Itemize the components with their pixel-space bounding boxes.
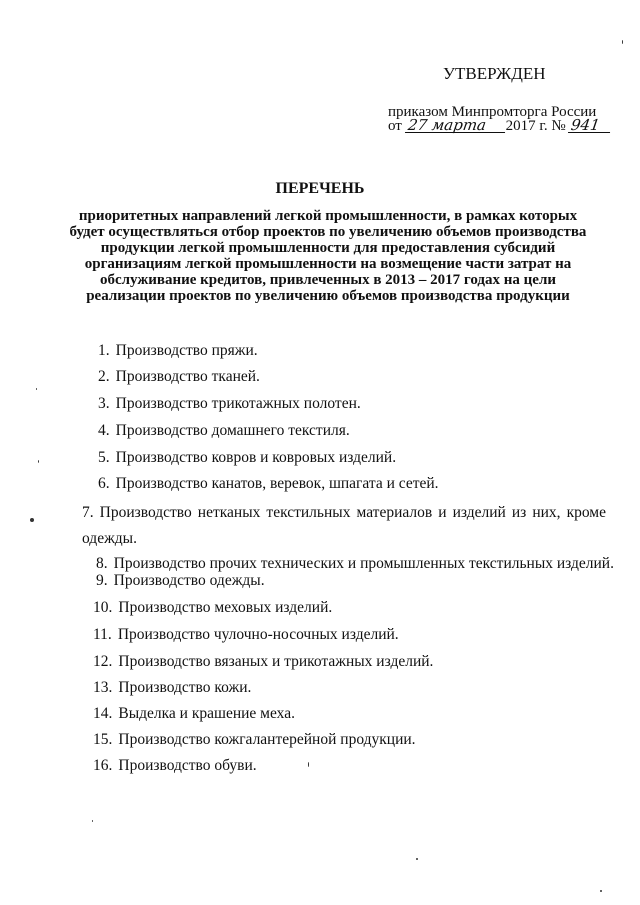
date-prefix: от	[388, 118, 402, 134]
scan-speck	[416, 858, 418, 860]
list-item: 16. Производство обуви.	[93, 757, 257, 774]
year-number-label: 2017 г. №	[505, 118, 566, 134]
scan-speck	[600, 890, 602, 892]
document-subtitle: приоритетных направлений легкой промышленности, в рамках которых будет осуществляться отбор проектов по увеличению объемов производства продукции легкой промышленности для предоставления субсидий организациям легкой промышленности на возмещение части затрат на обслуживание кредитов, привлеченных в 2013 – 2017 годах на цели реализации проектов по увеличению объемов производства продукции	[69, 208, 587, 304]
list-item: 12. Производство вязаных и трикотажных изделий.	[93, 653, 434, 670]
approved-stamp-label: УТВЕРЖДЕН	[443, 64, 546, 83]
list-item: 13. Производство кожи.	[93, 679, 252, 696]
list-item: 6. Производство канатов, веревок, шпагата и сетей.	[98, 475, 439, 492]
list-item: 11. Производство чулочно-носочных изделий.	[93, 626, 399, 643]
scan-speck	[38, 460, 39, 463]
list-item: 9. Производство одежды.	[96, 572, 265, 589]
scan-speck	[92, 820, 93, 822]
list-item: 4. Производство домашнего текстиля.	[98, 422, 350, 439]
handwritten-date: 27 марта	[405, 118, 507, 133]
list-item: 5. Производство ковров и ковровых изделий.	[98, 449, 397, 466]
list-item: 8. Производство прочих технических и промышленных текстильных изделий.	[96, 555, 614, 572]
list-item: 14. Выделка и крашение меха.	[93, 705, 295, 722]
document-title: ПЕРЕЧЕНЬ	[275, 180, 365, 197]
list-item: 15. Производство кожгалантерейной продукции.	[93, 731, 416, 748]
scan-speck	[36, 388, 37, 390]
list-item: 7. Производство нетканых текстильных материалов и изделий из них, кроме одежды.	[82, 504, 606, 547]
scan-speck	[30, 518, 34, 522]
order-reference: приказом Минпромторга России	[388, 104, 597, 120]
scan-speck	[622, 40, 623, 44]
order-date-line	[388, 118, 611, 135]
list-item: 10. Производство меховых изделий.	[93, 599, 333, 616]
scan-speck	[308, 762, 309, 767]
list-item: 2. Производство тканей.	[98, 368, 260, 385]
handwritten-order-number: 941	[568, 118, 612, 133]
list-item: 3. Производство трикотажных полотен.	[98, 395, 361, 412]
list-item: 1. Производство пряжи.	[98, 342, 258, 359]
